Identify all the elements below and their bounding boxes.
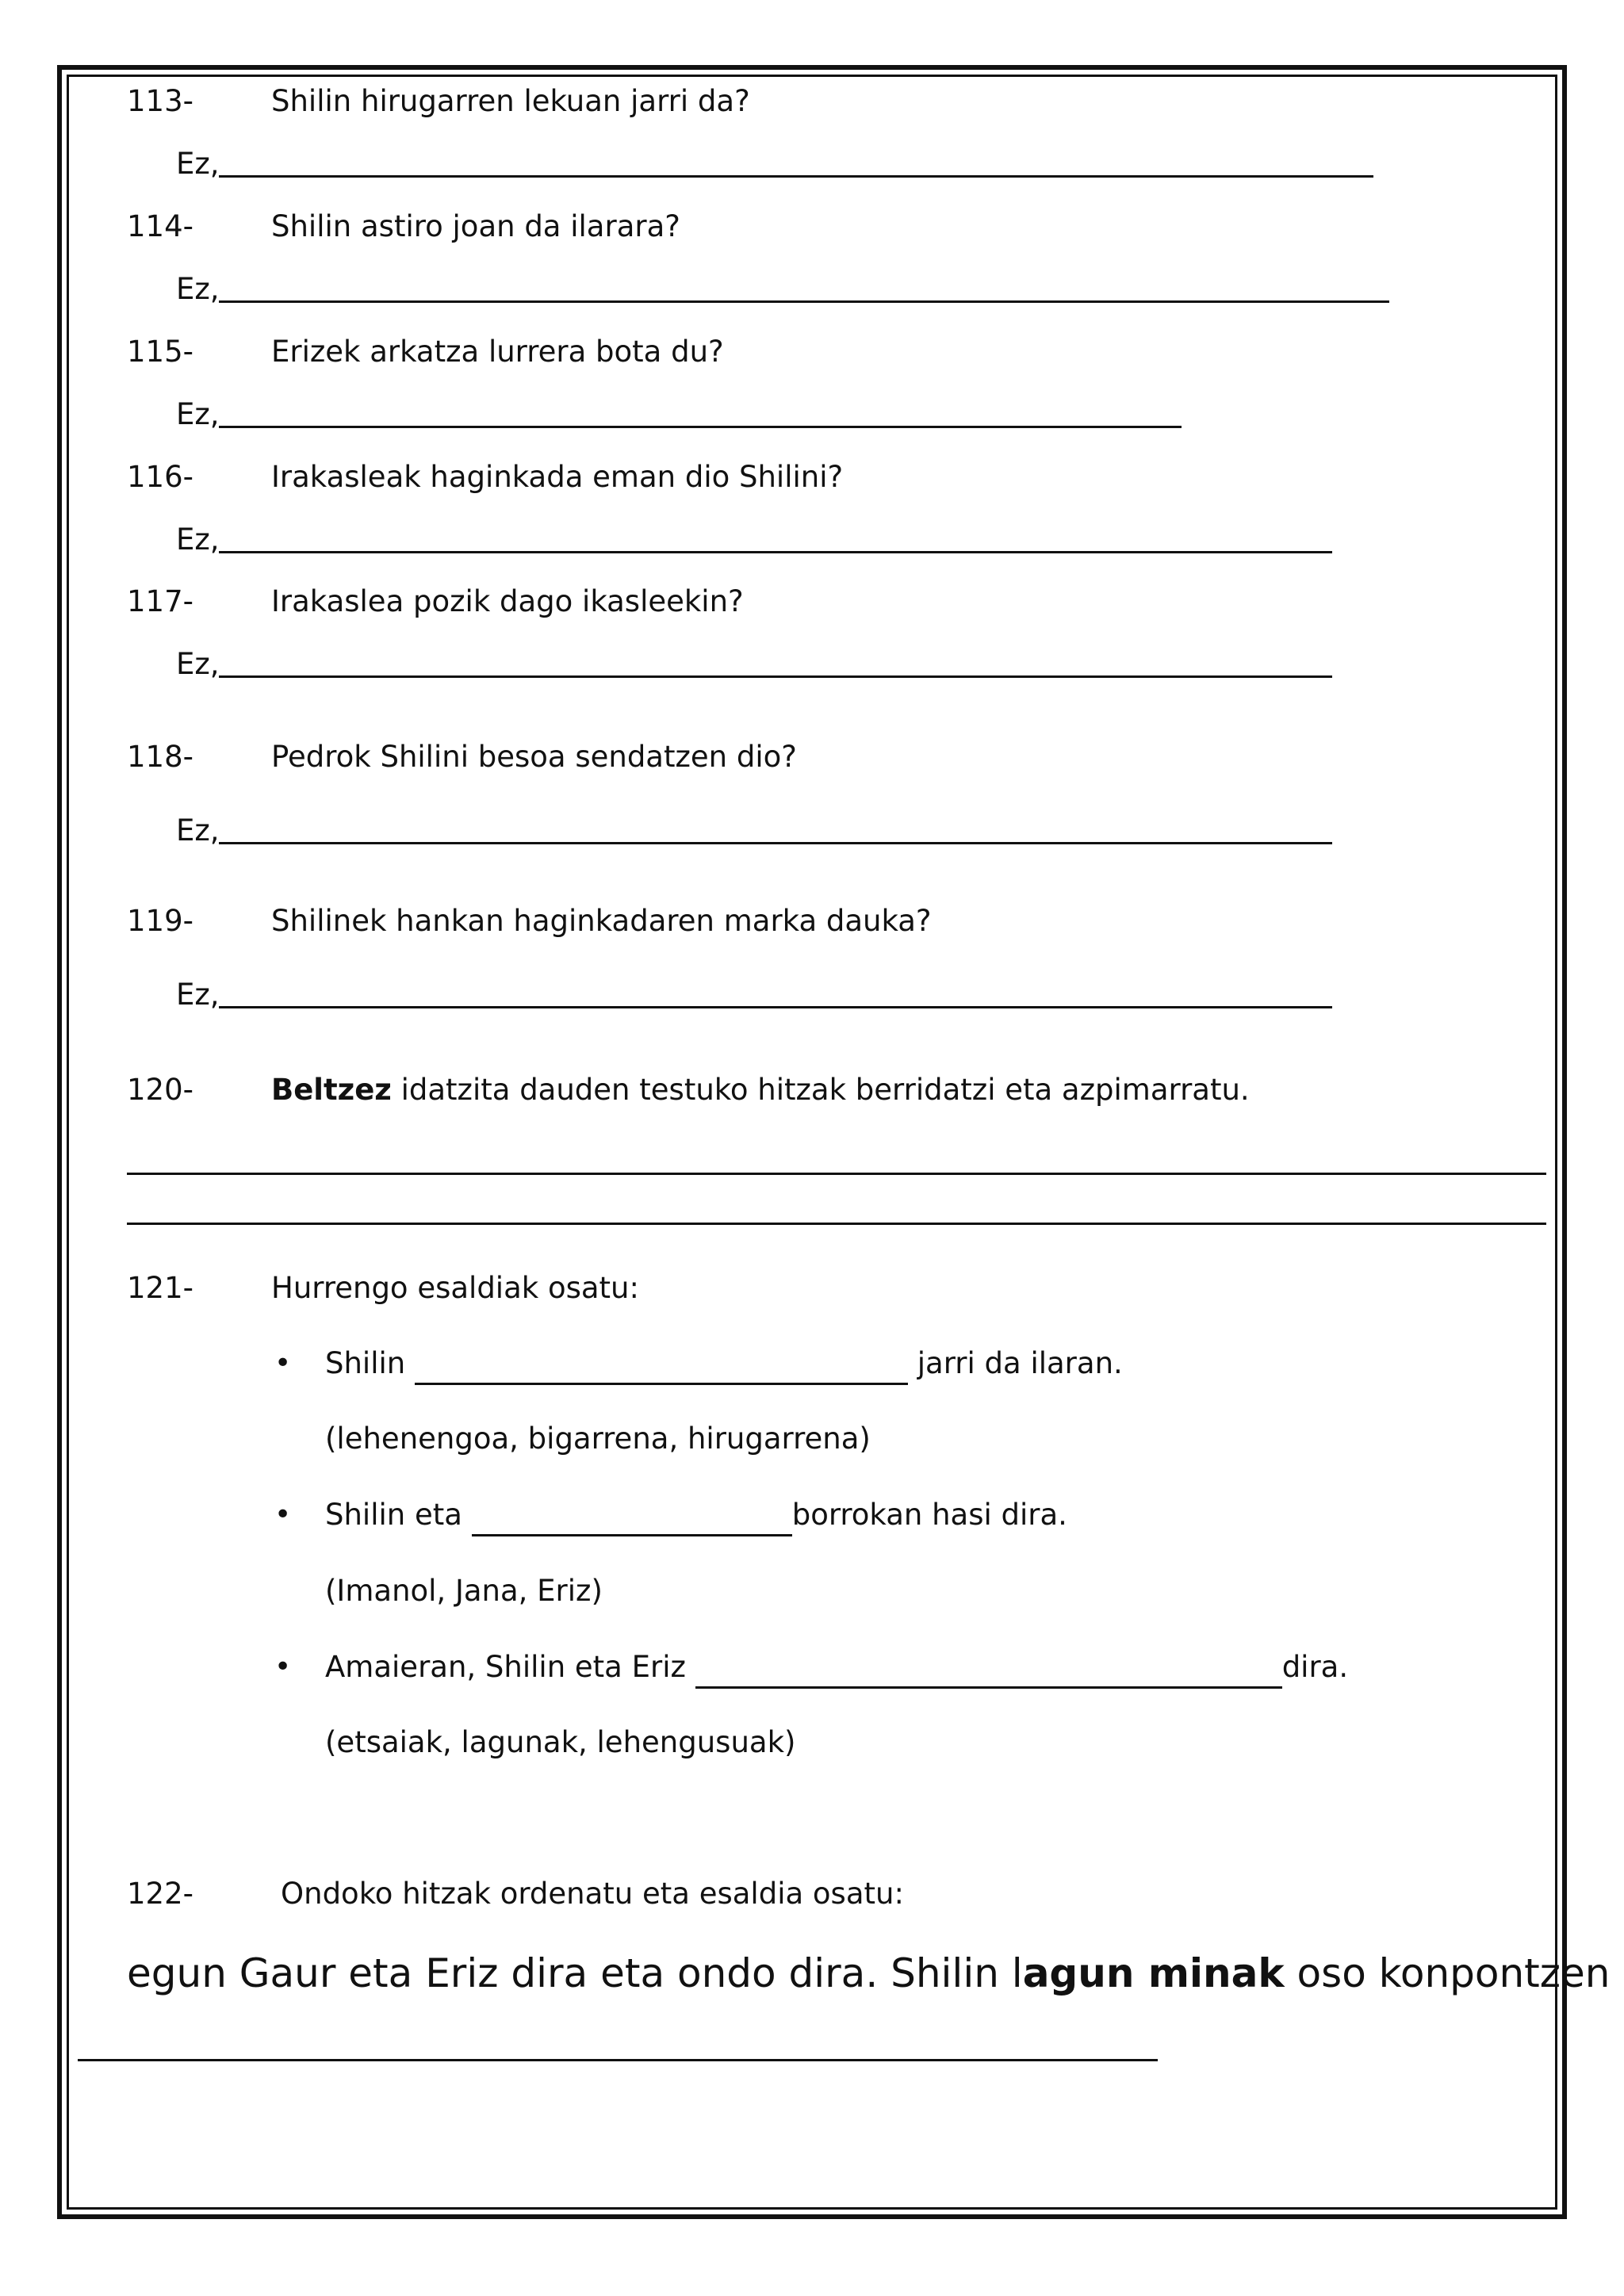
blank[interactable] [415,1345,908,1385]
answer-prefix: Ez, [176,978,220,1012]
question-text: Irakaslea pozik dago ikasleekin? [271,584,744,618]
answer-line[interactable] [219,551,1332,553]
sentence-end: jarri da ilaran. [908,1346,1123,1380]
question-text: Shilinek hankan haginkadaren marka dauka? [271,904,932,938]
answer-line[interactable] [219,1006,1332,1008]
fill-sentence [325,1496,1067,1536]
question-text: Erizek arkatza lurrera bota du? [271,335,724,369]
sentence-end: dira. [1281,1650,1349,1684]
answer-line[interactable] [219,675,1332,678]
question-number: 113- [127,84,193,118]
fill-sentence [325,1648,1348,1689]
question-number: 120- [127,1073,193,1107]
answer-prefix: Ez, [176,647,220,681]
answer-prefix: Ez, [176,272,220,306]
sentence-end: borrokan hasi dira. [791,1498,1067,1532]
question-number: 118- [127,740,193,774]
bullet-icon: • [274,1347,292,1380]
question-rest: idatzita dauden testuko hitzak berridatzi eta azpimarratu. [391,1073,1250,1107]
question-number: 122- [127,1877,193,1911]
sentence-start: Amaieran, Shilin eta Eriz [325,1650,695,1684]
answer-line[interactable] [219,842,1332,844]
bold-word: Beltzez [271,1073,392,1107]
question-number: 116- [127,460,193,494]
sentence-part: egun Gaur eta Eriz dira eta ondo dira. Shilin l [127,1950,1023,1996]
fill-sentence [325,1345,1123,1385]
bullet-icon: • [274,1498,292,1531]
answer-line[interactable] [127,1223,1546,1225]
question-text: Ondoko hitzak ordenatu eta esaldia osatu: [281,1877,904,1911]
answer-line[interactable] [219,300,1389,303]
blank[interactable] [695,1648,1282,1689]
answer-line[interactable] [78,2059,1158,2061]
options-text: (etsaiak, lagunak, lehengusuak) [325,1725,796,1759]
question-text: Shilin astiro joan da ilarara? [271,209,680,243]
question-text: Hurrengo esaldiak osatu: [271,1271,639,1305]
blank[interactable] [472,1496,792,1536]
question-text [271,1071,1250,1109]
answer-prefix: Ez, [176,813,220,848]
sentence-start: Shilin [325,1346,415,1380]
answer-line[interactable] [127,1173,1546,1175]
question-text: Shilin hirugarren lekuan jarri da? [271,84,750,118]
question-number: 121- [127,1271,193,1305]
question-number: 117- [127,584,193,618]
answer-line[interactable] [219,175,1373,178]
question-text: Pedrok Shilini besoa sendatzen dio? [271,740,797,774]
options-text: (lehenengoa, bigarrena, hirugarrena) [325,1422,871,1456]
question-text: Irakasleak haginkada eman dio Shilini? [271,460,844,494]
bullet-icon: • [274,1651,292,1683]
question-number: 119- [127,904,193,938]
sentence-start: Shilin eta [325,1498,472,1532]
answer-line[interactable] [219,426,1182,428]
options-text: (Imanol, Jana, Eriz) [325,1574,603,1608]
sentence-bold-part: agun minak [1022,1950,1285,1996]
answer-prefix: Ez, [176,147,220,181]
answer-prefix: Ez, [176,397,220,431]
answer-prefix: Ez, [176,522,220,557]
scrambled-sentence [127,1948,1610,1999]
question-number: 115- [127,335,193,369]
sentence-part: oso konpontzen [1284,1950,1611,1996]
question-number: 114- [127,209,193,243]
